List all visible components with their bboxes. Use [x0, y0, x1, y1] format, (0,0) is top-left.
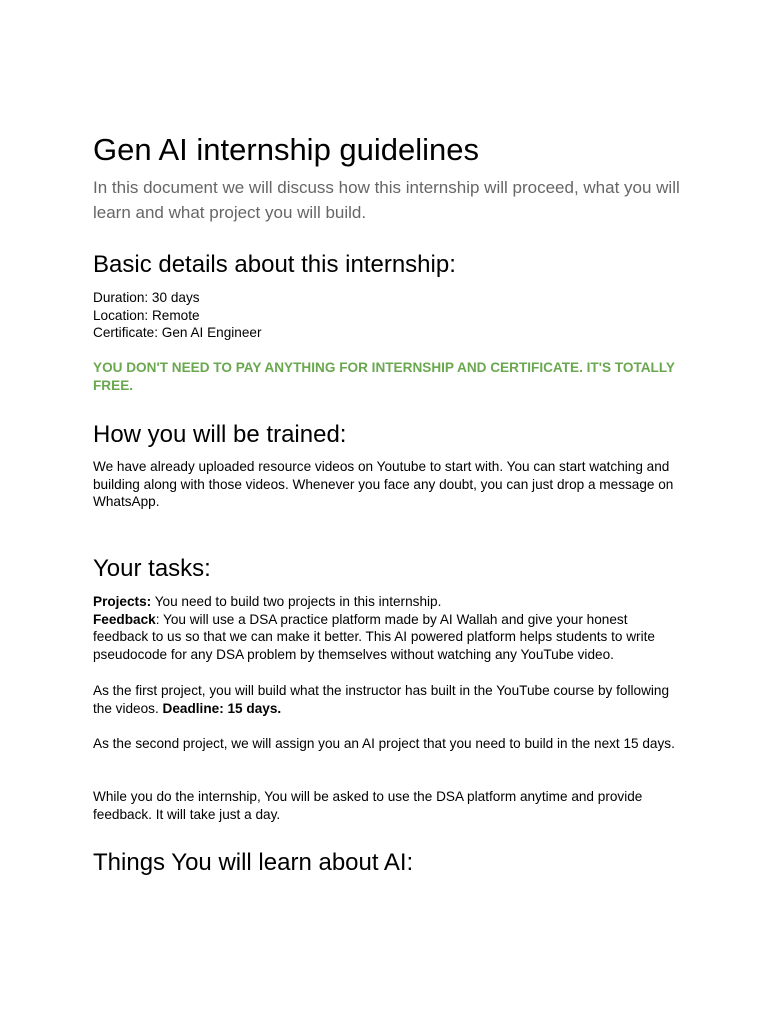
tasks-projects-feedback [93, 593, 683, 664]
dsa-platform-paragraph: While you do the internship, You will be asked to use the DSA platform anytime and provide feedback. It will take just a day. [93, 789, 643, 822]
duration-detail: Duration: 30 days [93, 290, 200, 305]
document-title: Gen AI internship guidelines [93, 132, 480, 167]
document-subtitle: In this document we will discuss how this internship will proceed, what you will learn and what project you will build. [93, 178, 680, 222]
first-project-paragraph [93, 682, 683, 717]
basic-details-list [93, 289, 683, 342]
first-project-text: As the first project, you will build what the instructor has built in the YouTube course by following the videos. [93, 683, 670, 716]
first-project-deadline: Deadline: 15 days. [162, 700, 282, 716]
basic-details-heading: Basic details about this internship: [93, 251, 456, 278]
feedback-label: Feedback [93, 611, 156, 627]
tasks-heading: Your tasks: [93, 555, 211, 582]
second-project-paragraph: As the second project, we will assign you an AI project that you need to build in the next 15 days. [93, 736, 675, 751]
learn-heading: Things You will learn about AI: [93, 849, 414, 876]
projects-label: Projects: [93, 594, 152, 609]
training-heading: How you will be trained: [93, 421, 347, 448]
location-detail: Location: Remote [93, 307, 200, 323]
feedback-text: : You will use a DSA practice platform made by AI Wallah and give your honest feedback to us so that we can make it better. This AI powered platform helps students to write pseudocode for any DSA problem by themselves without watching any YouTube video. [93, 611, 655, 663]
projects-text: You need to build two projects in this internship. [151, 594, 442, 609]
training-body: We have already uploaded resource videos on Youtube to start with. You can start watching and building along with those videos. Whenever you face any doubt, you can just drop a message on WhatsApp. [93, 459, 674, 510]
free-notice: YOU DON'T NEED TO PAY ANYTHING FOR INTERNSHIP AND CERTIFICATE. IT'S TOTALLY FREE. [93, 360, 675, 393]
certificate-detail: Certificate: Gen AI Engineer [93, 325, 262, 341]
